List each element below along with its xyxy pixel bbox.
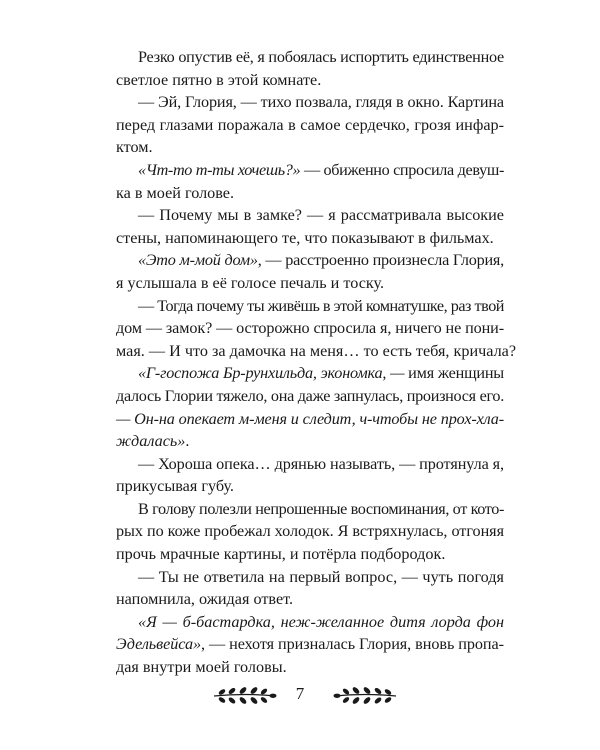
italic-text-run: «Я — б-бастардка, неж-желанное дитя лорда фон — [138, 612, 504, 631]
text-line — [116, 182, 504, 205]
text-run: — Почему мы в замке? — я рассматривала высокие — [138, 206, 504, 225]
text-line — [116, 159, 504, 182]
text-run: светлое пятно в этой комнате. — [116, 70, 322, 89]
text-run: , — нехотя призналась Глория, вновь пропа- — [201, 635, 504, 654]
text-run: далось Глории тяжело, она даже запнулась, произнося его. — [116, 386, 504, 405]
text-run: — обиженно спросила девуш- — [300, 160, 505, 179]
text-line — [116, 272, 504, 295]
text-line — [116, 362, 504, 385]
text-run: — Эй, Глория, — тихо позвала, глядя в окно. Картина — [138, 93, 504, 112]
text-run: ка в моей голове. — [116, 183, 235, 202]
text-run: рых по коже пробежал холодок. Я встряхнулась, отгоняя — [116, 522, 504, 541]
text-run: . — [185, 432, 190, 451]
text-line — [116, 295, 504, 318]
text-line — [116, 136, 504, 159]
italic-text-run: «Чт-то т-ты хочешь?» — [138, 160, 301, 179]
text-line — [116, 46, 504, 69]
text-run: стены, напоминающего те, что показывают в фильмах. — [116, 228, 494, 247]
text-run: В голову полезли непрошенные воспоминания, от кото- — [138, 499, 504, 518]
text-line — [116, 520, 504, 543]
text-run: имя женщины — [404, 364, 504, 383]
body-text — [116, 46, 517, 679]
text-run: — Хороша опека… дрянью называть, — протянула я, — [138, 454, 504, 473]
text-run: мая. — И что за дамочка на меня… то есть тебя, кричала? — [116, 341, 517, 360]
text-line — [116, 204, 504, 227]
text-line — [116, 566, 504, 589]
floral-ornament-left-icon — [212, 684, 278, 706]
text-line — [116, 385, 504, 408]
italic-text-run: — Он-на опекает м-меня и следит, ч-чтобы не прох-хла- — [116, 409, 504, 428]
text-run: дом — замок? — осторожно спросила я, ничего не пони- — [116, 319, 504, 338]
text-line — [116, 633, 504, 656]
page-number: 7 — [295, 684, 305, 703]
floral-ornament-right-icon — [332, 684, 398, 706]
text-line — [116, 656, 504, 679]
text-line — [116, 69, 504, 92]
text-run: прикусывая губу. — [116, 477, 234, 496]
text-run: прочь мрачные картины, и потёрла подбородок. — [116, 545, 446, 564]
text-run: Резко опустив её, я побоялась испортить единственное — [138, 48, 504, 66]
text-line — [116, 498, 504, 521]
text-run: перед глазами поражала в самое сердечко, грозя инфар- — [116, 115, 504, 134]
text-run: — Тогда почему ты живёшь в этой комнатушке, раз твой — [138, 296, 504, 315]
text-line — [116, 611, 504, 634]
italic-text-run: ждалась» — [116, 432, 186, 451]
text-line — [116, 588, 504, 611]
text-line — [116, 317, 504, 340]
text-run: , — расстроенно произнесла Глория, — [257, 251, 504, 270]
text-line — [116, 430, 504, 453]
page-footer — [0, 682, 600, 712]
italic-text-run: «Г-госпожа Бр-рунхильда, экономка, — — [138, 364, 405, 383]
text-run: ктом. — [116, 138, 153, 157]
text-run: — Ты не ответила на первый вопрос, — чуть погодя — [138, 567, 504, 586]
text-line — [116, 340, 517, 363]
text-line — [116, 408, 504, 431]
text-line — [116, 475, 504, 498]
text-line — [116, 114, 504, 137]
italic-text-run: Эдельвейса» — [116, 635, 202, 654]
text-run: дая внутри моей головы. — [116, 658, 287, 677]
text-run: я услышала в её голосе печаль и тоску. — [116, 273, 385, 292]
text-line — [116, 227, 504, 250]
text-line — [116, 91, 504, 114]
italic-text-run: «Это м-мой дом» — [138, 251, 258, 270]
text-line — [116, 543, 504, 566]
text-run: напомнила, ожидая ответ. — [116, 590, 294, 609]
text-line — [116, 453, 504, 476]
text-line — [116, 249, 504, 272]
